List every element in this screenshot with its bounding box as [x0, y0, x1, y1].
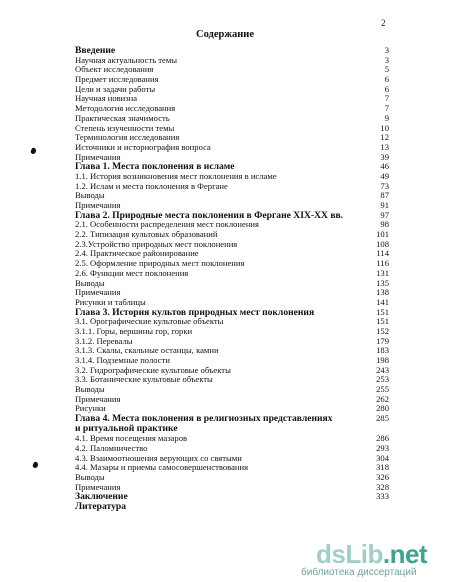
toc-entry-label: 3.3. Ботанические культовые объекты [75, 374, 213, 385]
toc-entry-label: 4.3. Взаимоотношения верующих со святыми [75, 452, 242, 463]
toc-entry-page: 46 [380, 161, 389, 172]
toc-entry-label: 3.1.2. Перевалы [75, 335, 133, 346]
toc-entry-label: Глава 3. История культов природных мест поклонения [75, 306, 315, 318]
toc-entry-page: 10 [380, 122, 389, 133]
toc-entry-page: 101 [376, 229, 389, 240]
toc-entry-label: Заключение [75, 491, 128, 503]
page-number: 2 [381, 18, 386, 28]
toc-entry [75, 502, 395, 512]
toc-entry-page: 12 [380, 132, 389, 143]
toc-entry-label: Выводы [75, 384, 105, 395]
toc-entry-page: 97 [380, 209, 389, 220]
toc-entry-label: 2.6. Функции мест поклонения [75, 267, 189, 278]
toc-entry [75, 375, 395, 385]
toc-entry-label: 3.1.1. Горы, вершины гор, горки [75, 325, 193, 336]
toc-entry [75, 463, 395, 473]
toc-entry-page: 7 [384, 93, 389, 104]
toc-entry-label: Выводы [75, 277, 105, 288]
toc-entry-page: 7 [384, 103, 389, 114]
toc-entry-page: 243 [376, 364, 389, 375]
toc-entry-page: 131 [376, 267, 389, 278]
toc-entry-page: 116 [376, 258, 389, 269]
toc-entry-page: 333 [376, 491, 389, 502]
toc-entry-page: 87 [380, 190, 389, 201]
watermark-logo: dsLib.net [316, 539, 428, 569]
toc-entry-label: Примечания [75, 287, 121, 298]
toc-entry-label: 3.1. Орографические культовые объекты [75, 316, 224, 327]
toc-entry-page: 285 [376, 413, 389, 424]
toc-title: Содержание [196, 29, 254, 40]
toc-entry-label: Предмет исследования [75, 74, 159, 85]
toc-entry [75, 143, 395, 153]
toc-entry-label: Научная актуальность темы [75, 54, 178, 65]
toc-entry-page: 151 [376, 316, 389, 327]
toc-entry-page: 304 [376, 452, 389, 463]
ink-mark-left [30, 147, 37, 155]
toc-entry-label: Выводы [75, 190, 105, 201]
toc-entry-page: 135 [376, 277, 389, 288]
toc-entry-page: 152 [376, 325, 389, 336]
toc-entry-page: 13 [380, 141, 389, 152]
toc-entry-label: Введение [75, 45, 116, 56]
toc-entry-page: 262 [376, 393, 389, 404]
toc-entry-page: 328 [376, 481, 389, 492]
toc-entry-label: Примечания [75, 393, 121, 404]
toc-entry-label: Практическая значимость [75, 112, 170, 123]
table-of-contents [75, 46, 395, 512]
toc-entry-page: 183 [376, 345, 389, 356]
watermark-subtitle: библиотека диссертаций [301, 567, 417, 578]
toc-entry-label: Цели и задачи работы [75, 83, 156, 94]
toc-entry [75, 473, 395, 483]
toc-entry-page: 253 [376, 374, 389, 385]
toc-entry-label: Литература [75, 500, 127, 512]
toc-entry-page: 280 [376, 403, 389, 414]
toc-entry-label: 3.1.3. Скалы, скальные останцы, камни [75, 345, 219, 356]
toc-entry-page: 3 [384, 45, 389, 55]
toc-entry-label: Источники и историография вопроса [75, 141, 211, 152]
toc-entry-label: 3.2. Гидрографические культовые объекты [75, 364, 231, 375]
toc-entry-label: Выводы [75, 471, 105, 482]
toc-entry-page: 98 [380, 219, 389, 230]
toc-entry-label: Терминология исследования [75, 132, 180, 143]
toc-entry-label: Глава 4. Места поклонения в религиозных представлениях и ритуальной практике [75, 413, 333, 435]
toc-entry-label: 4.4. Мазары и приемы самосовершенствования [75, 462, 249, 473]
toc-entry-page: 255 [376, 384, 389, 395]
toc-entry [75, 182, 395, 192]
toc-entry-label: 2.4. Практическое районирование [75, 248, 199, 259]
toc-entry-page: 6 [384, 83, 389, 94]
toc-entry-label: Примечания [75, 481, 121, 492]
toc-entry-label: Глава 2. Природные места поклонения в Фергане XIX-XX вв. [75, 209, 344, 221]
toc-entry-label: 2.2. Типизация культовых образований [75, 229, 218, 240]
toc-entry-page: 6 [384, 74, 389, 85]
toc-entry-label: 2.5. Оформление природных мест поклонения [75, 258, 245, 269]
toc-entry-label: Рисунки [75, 403, 106, 414]
toc-entry [75, 269, 395, 279]
toc-entry-label: 3.1.4. Подземные полости [75, 355, 170, 365]
toc-entry-page: 114 [376, 248, 389, 259]
toc-entry-label: 4.1. Время посещения мазаров [75, 433, 188, 444]
toc-entry-page: 138 [376, 287, 389, 298]
toc-entry [75, 395, 395, 405]
toc-entry-page: 179 [376, 335, 389, 346]
toc-entry-page: 9 [384, 112, 389, 123]
toc-entry-label: Объект исследования [75, 64, 154, 75]
toc-entry-page: 326 [376, 471, 389, 482]
toc-entry [75, 414, 395, 434]
toc-entry-page: 293 [376, 442, 389, 453]
toc-entry-label: Научная новизна [75, 93, 138, 104]
toc-entry [75, 279, 395, 289]
toc-entry-page: 318 [376, 462, 389, 473]
toc-entry-label: Рисунки и таблицы [75, 296, 146, 307]
toc-entry-label: Методология исследования [75, 103, 176, 114]
toc-entry-page: 5 [384, 64, 389, 75]
toc-entry-label: Примечания [75, 151, 121, 162]
toc-entry [75, 191, 395, 201]
toc-entry-label: Примечания [75, 200, 121, 210]
toc-entry-page: 151 [376, 306, 389, 317]
toc-entry-label: 4.2. Паломничество [75, 442, 148, 453]
toc-entry-page: 49 [380, 170, 389, 181]
toc-entry-page: 198 [376, 355, 389, 365]
toc-entry-label: 2.3.Устройство природных мест поклонения [75, 238, 238, 249]
toc-entry-page: 91 [380, 200, 389, 210]
toc-entry-page: 73 [380, 180, 389, 191]
toc-entry [75, 385, 395, 395]
toc-entry-label: Степень изученности темы [75, 122, 175, 133]
toc-entry-label: 1.1. История возникновения мест поклонения в исламе [75, 170, 277, 181]
toc-entry-page: 141 [376, 296, 389, 307]
toc-entry-page: 3 [384, 54, 389, 65]
toc-entry-page: 286 [376, 433, 389, 444]
toc-entry-label: 2.1. Особенности распределения мест поклонения [75, 219, 259, 230]
ink-mark-left [32, 461, 39, 469]
toc-entry-page: 39 [380, 151, 389, 162]
toc-entry-label: Глава 1. Места поклонения в исламе [75, 161, 235, 173]
toc-entry-page: 108 [376, 238, 389, 249]
toc-entry-label: 1.2. Ислам и места поклонения в Фергане [75, 180, 228, 191]
